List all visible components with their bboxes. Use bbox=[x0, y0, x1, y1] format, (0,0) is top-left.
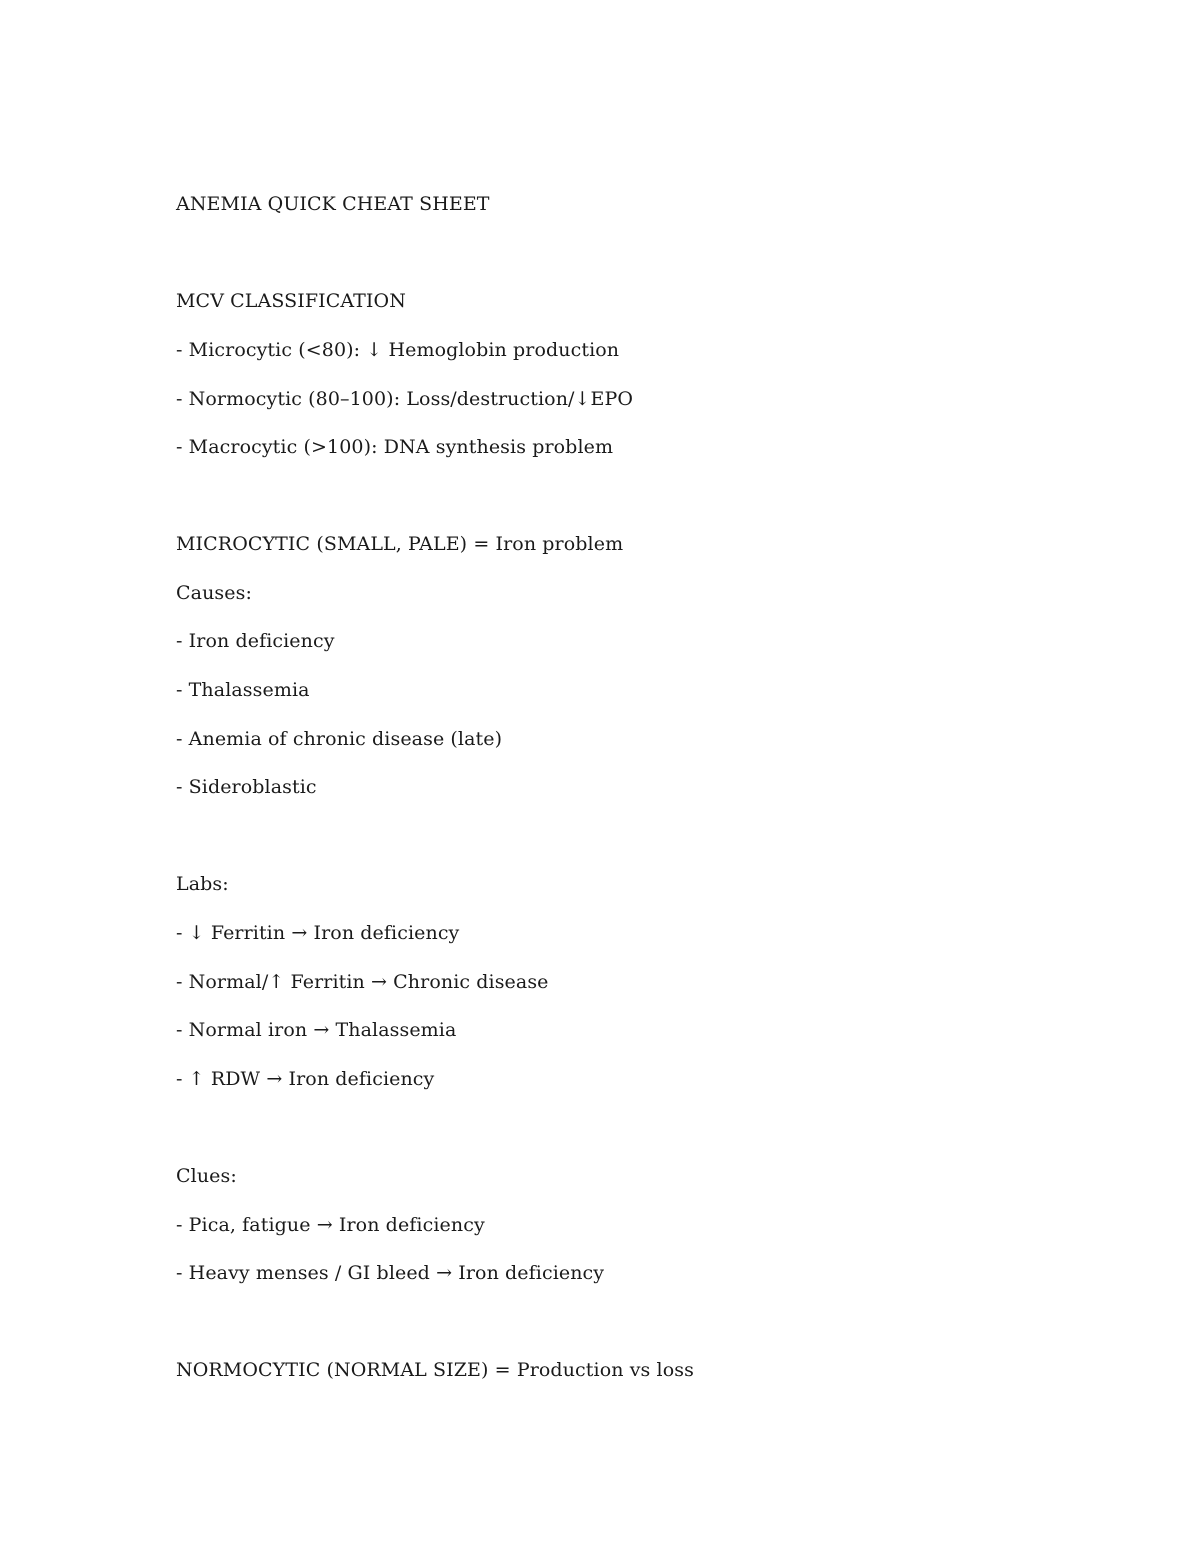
lab-item: - ↑ RDW → Iron deficiency bbox=[176, 1068, 435, 1090]
mcv-item-normocytic: - Normocytic (80–100): Loss/destruction/↓EPO bbox=[176, 388, 634, 410]
lab-item: - Normal iron → Thalassemia bbox=[176, 1019, 457, 1041]
cause-item: - Sideroblastic bbox=[176, 776, 317, 798]
clue-item: - Pica, fatigue → Iron deficiency bbox=[176, 1214, 485, 1236]
document-title: ANEMIA QUICK CHEAT SHEET bbox=[176, 193, 490, 215]
mcv-item-microcytic: - Microcytic (<80): ↓ Hemoglobin production bbox=[176, 339, 620, 361]
normocytic-heading: NORMOCYTIC (NORMAL SIZE) = Production vs loss bbox=[176, 1359, 694, 1381]
clues-label: Clues: bbox=[176, 1165, 237, 1187]
lab-item: - Normal/↑ Ferritin → Chronic disease bbox=[176, 971, 549, 993]
causes-label: Causes: bbox=[176, 582, 252, 604]
mcv-heading: MCV CLASSIFICATION bbox=[176, 290, 406, 312]
microcytic-heading: MICROCYTIC (SMALL, PALE) = Iron problem bbox=[176, 533, 624, 555]
mcv-item-macrocytic: - Macrocytic (>100): DNA synthesis problem bbox=[176, 436, 614, 458]
cause-item: - Thalassemia bbox=[176, 679, 310, 701]
lab-item: - ↓ Ferritin → Iron deficiency bbox=[176, 922, 460, 944]
labs-label: Labs: bbox=[176, 873, 229, 895]
cause-item: - Anemia of chronic disease (late) bbox=[176, 728, 503, 750]
cause-item: - Iron deficiency bbox=[176, 630, 335, 652]
clue-item: - Heavy menses / GI bleed → Iron deficiency bbox=[176, 1262, 605, 1284]
